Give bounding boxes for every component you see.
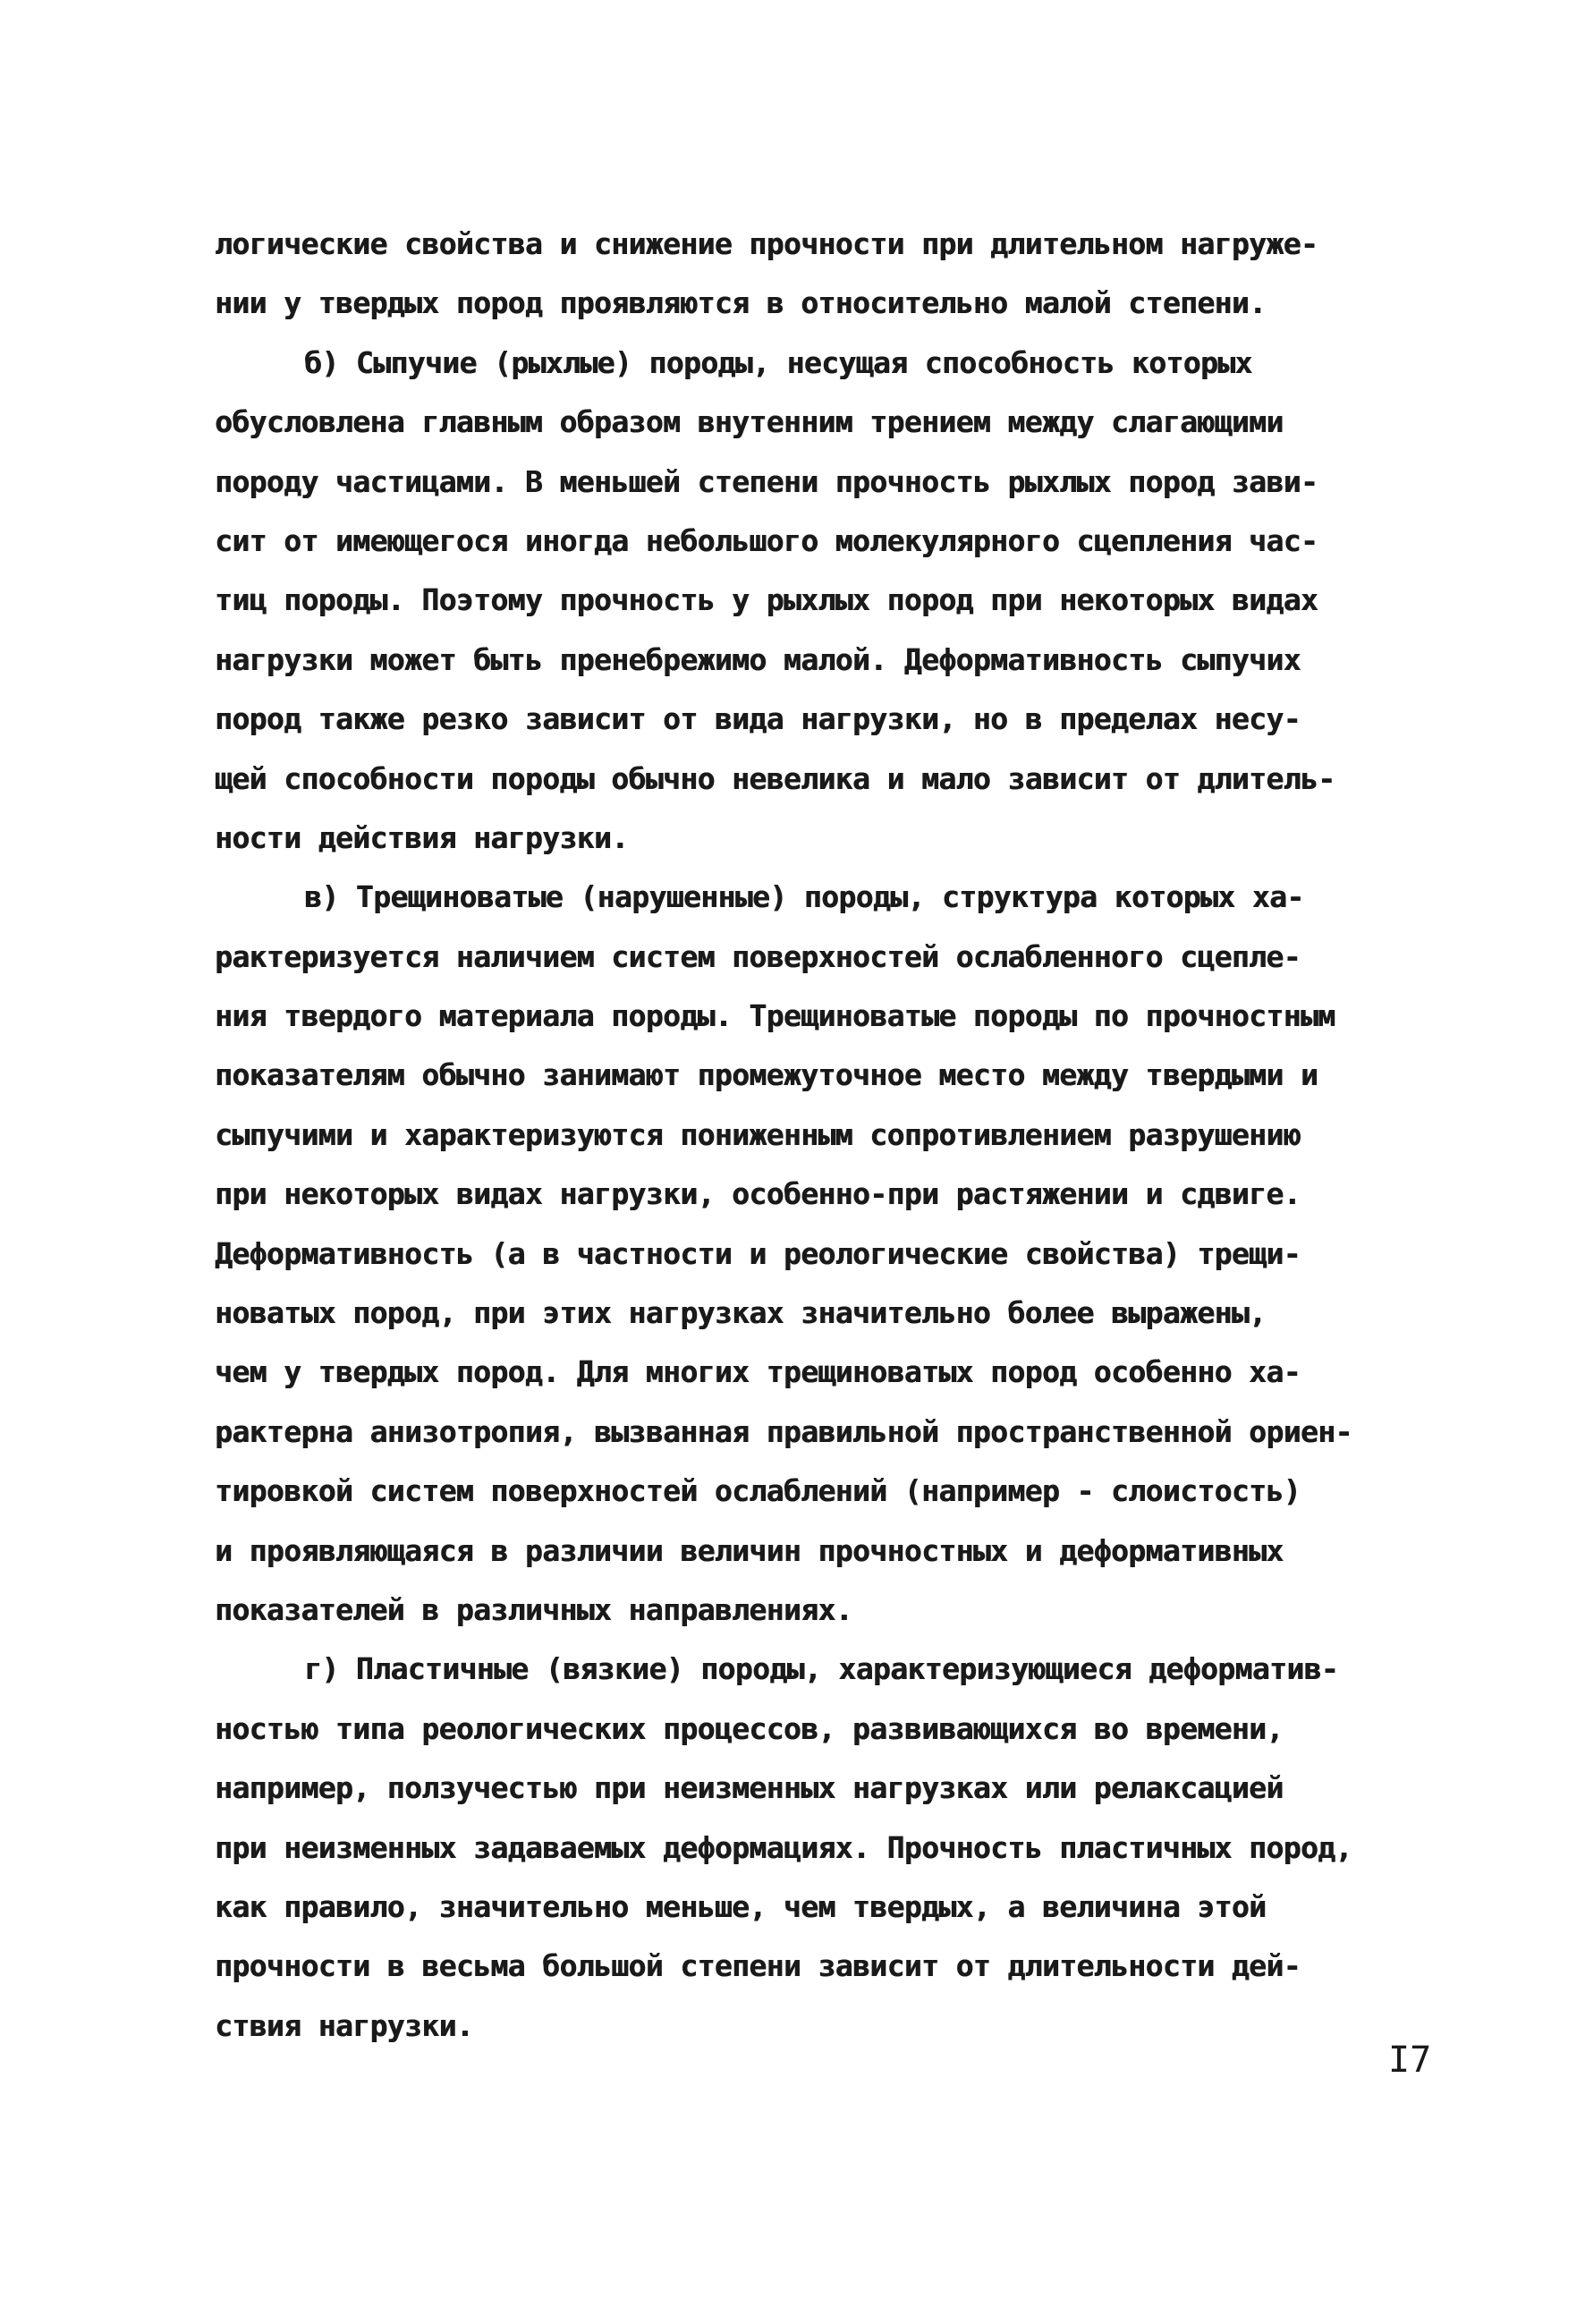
text-line: новатых пород, при этих нагрузках значительно более выражены, [215,1295,1267,1331]
paragraph-start-line: в) Трещиноватые (нарушенные) породы, структура которых ха- [304,879,1304,915]
text-line: ности действия нагрузки. [215,819,629,855]
body-text [215,215,1413,2056]
text-line: нагрузки может быть пренебрежимо малой. Деформативность сыпучих [215,641,1301,677]
text-line: ностью типа реологических процессов, развивающихся во времени, [215,1710,1284,1746]
text-line: прочности в весьма большой степени зависит от длительности дей- [215,1948,1301,1984]
paragraph-start-line: г) Пластичные (вязкие) породы, характеризующиеся деформатив- [304,1651,1339,1687]
text-line: нии у твердых пород проявляются в относительно малой степени. [215,285,1267,321]
text-line: Деформативность (а в частности и реологические свойства) трещи- [215,1235,1301,1271]
text-line: логические свойства и снижение прочности при длительном нагруже- [215,226,1318,261]
text-line: чем у твердых пород. Для многих трещиноватых пород особенно ха- [215,1354,1301,1390]
text-line: ния твердого материала породы. Трещиноватые породы по прочностным [215,998,1335,1034]
text-line: тировкой систем поверхностей ослаблений (например - слоистость) [215,1473,1301,1509]
text-line: при некоторых видах нагрузки, особенно-при растяжении и сдвиге. [215,1176,1301,1212]
text-line: щей способности породы обычно невелика и мало зависит от длитель- [215,760,1335,796]
text-line: при неизменных задаваемых деформациях. Прочность пластичных пород, [215,1829,1352,1865]
text-line: и проявляющаяся в различии величин прочностных и деформативных [215,1532,1284,1568]
text-line: пород также резко зависит от вида нагрузки, но в пределах несу- [215,701,1301,737]
text-line: рактерна анизотропия, вызванная правильной пространственной ориен- [215,1413,1352,1449]
text-line: породу частицами. В меньшей степени прочность рыхлых пород зави- [215,463,1318,499]
text-line: сит от имеющегося иногда небольшого молекулярного сцепления час- [215,522,1318,558]
text-line: ствия нагрузки. [215,2007,474,2043]
text-line: как правило, значительно меньше, чем твердых, а величина этой [215,1888,1267,1924]
paragraph-start-line: б) Сыпучие (рыхлые) породы, несущая способность которых [304,344,1252,380]
page-number: I7 [1388,2040,1432,2081]
text-line: показателей в различных направлениях. [215,1591,852,1627]
text-line: например, ползучестью при неизменных нагрузках или релаксацией [215,1770,1284,1806]
text-line: рактеризуется наличием систем поверхностей ослабленного сцепле- [215,938,1301,974]
text-line: сыпучими и характеризуются пониженным сопротивлением разрушению [215,1116,1301,1152]
text-line: показателям обычно занимают промежуточное место между твердыми и [215,1057,1318,1093]
text-line: тиц породы. Поэтому прочность у рыхлых пород при некоторых видах [215,582,1318,618]
text-line: обусловлена главным образом внутенним трением между слагающими [215,404,1284,440]
